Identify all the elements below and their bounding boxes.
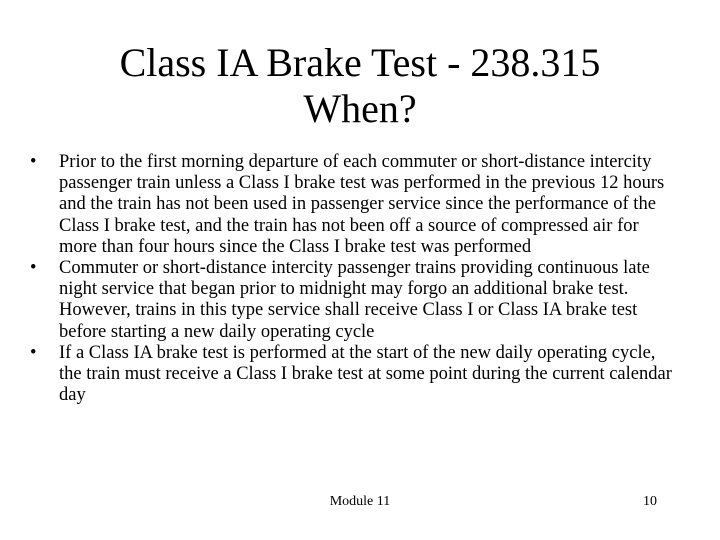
bullet-text: If a Class IA brake test is performed at the start of the new daily operating cycle, the train must receive a Class I brake test at some point during the current calendar day (59, 342, 672, 406)
bullet-dot-icon: • (30, 152, 37, 172)
bullet-dot-icon: • (30, 258, 37, 279)
slide-title-line-2: When? (303, 86, 417, 131)
bullet-list (30, 152, 680, 406)
bullet-item (30, 343, 680, 407)
footer-module-label: Module 11 (329, 494, 391, 509)
bullet-text: Commuter or short-distance intercity passenger trains providing continuous late night service that began prior to midnight may forgo an additional brake test. However, trains in this type service shall receive Class I or Class IA brake test before starting a new daily operating cycle (59, 258, 650, 342)
slide-title (0, 40, 720, 132)
slide-title-line-1: Class IA Brake Test - 238.315 (119, 40, 601, 85)
bullet-item (30, 258, 680, 343)
bullet-text: Prior to the first morning departure of each commuter or short-distance intercity passenger train unless a Class I brake test was performed in the previous 12 hours and the train has not been used in passenger service since the performance of the Class I brake test, and the train has not been off a source of compressed air for more than four hours since the Class I brake test was performed (59, 152, 665, 257)
bullet-item (30, 152, 680, 258)
page-number: 10 (643, 494, 657, 509)
bullet-dot-icon: • (30, 342, 37, 363)
